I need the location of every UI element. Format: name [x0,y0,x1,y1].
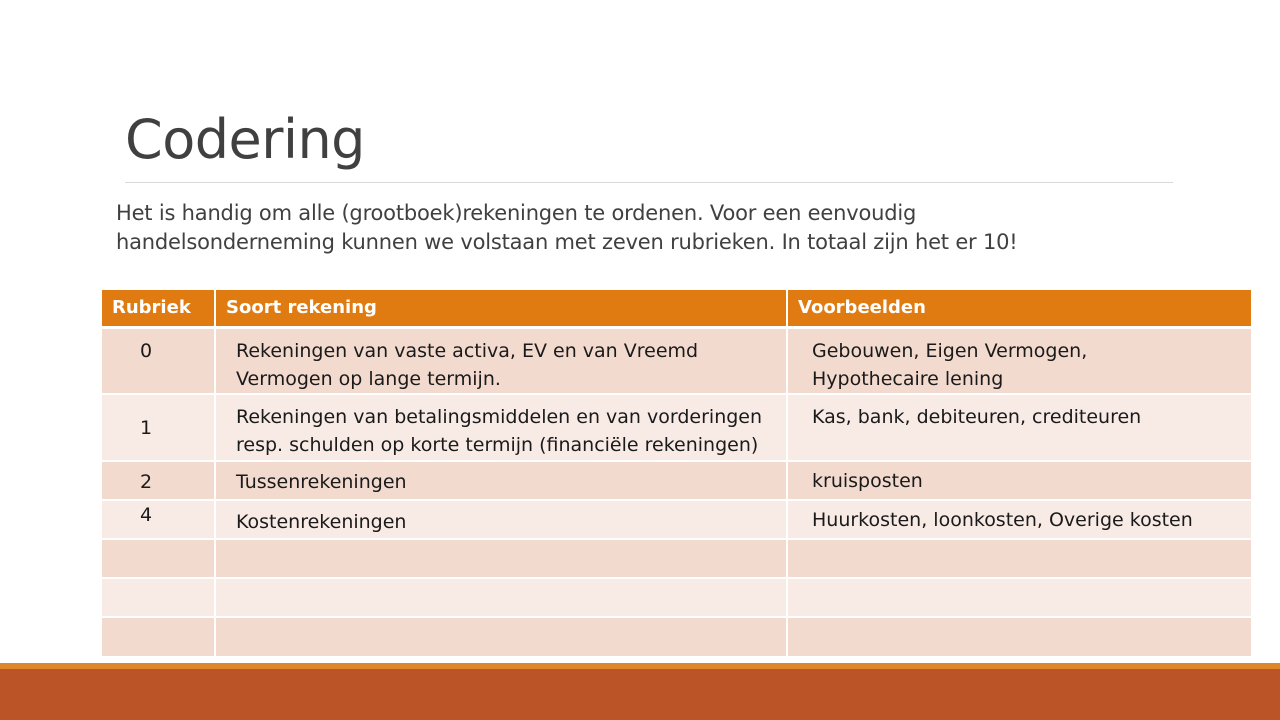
voorbeelden-line: Gebouwen, Eigen Vermogen, [812,339,1088,362]
intro-text [116,199,1196,257]
title-divider [125,182,1173,183]
table-row [102,500,1251,539]
soort-line: resp. schulden op korte termijn (financiële rekeningen) [236,434,759,456]
soort-line: Kostenrekeningen [236,511,407,533]
rubriek-cell [102,394,215,461]
soort-cell [215,394,787,461]
header-voorbeelden: Voorbeelden [787,290,1251,327]
soort-line: Tussenrekeningen [236,471,407,493]
rubriek-cell: 2 [102,461,215,500]
voorbeelden-cell [787,500,1251,539]
voorbeelden-cell [787,617,1251,656]
rubrieken-table [102,290,1251,656]
soort-line: Rekeningen van vaste activa, EV en van Vreemd [236,339,699,362]
table-header-row [102,290,1251,327]
table-row [102,539,1251,578]
voorbeelden-cell [787,327,1251,394]
soort-line: Rekeningen van betalingsmiddelen en van vorderingen [236,406,763,428]
intro-line-2: handelsonderneming kunnen we volstaan met zeven rubrieken. In totaal zijn het er 10! [116,230,1018,254]
voorbeelden-line: Huurkosten, loonkosten, Overige kosten [812,509,1193,531]
footer-bar [0,663,1280,720]
slide-title: Codering [125,108,365,171]
voorbeelden-line: Hypothecaire lening [812,367,1004,390]
header-soort-rekening: Soort rekening [215,290,787,327]
table-row [102,394,1251,461]
soort-cell [215,500,787,539]
soort-cell [215,327,787,394]
rubriek-value: 1 [139,417,153,439]
rubriek-cell: 4 [102,500,215,539]
voorbeelden-cell [787,394,1251,461]
table-row [102,578,1251,617]
footer-accent-stripe [0,663,1280,669]
voorbeelden-cell [787,578,1251,617]
voorbeelden-line: Kas, bank, debiteuren, crediteuren [812,406,1142,428]
voorbeelden-line: kruisposten [812,470,923,492]
rubriek-cell [102,539,215,578]
rubriek-cell [102,578,215,617]
intro-line-1: Het is handig om alle (grootboek)rekeningen te ordenen. Voor een eenvoudig [116,201,917,225]
header-rubriek: Rubriek [102,290,215,327]
rubriek-cell [102,617,215,656]
soort-cell [215,578,787,617]
table-row [102,461,1251,500]
table-row [102,327,1251,394]
voorbeelden-cell [787,539,1251,578]
soort-line: Vermogen op lange termijn. [236,367,501,390]
table-row [102,617,1251,656]
rubriek-cell: 0 [102,327,215,394]
voorbeelden-cell [787,461,1251,500]
soort-cell [215,539,787,578]
soort-cell [215,461,787,500]
soort-cell [215,617,787,656]
